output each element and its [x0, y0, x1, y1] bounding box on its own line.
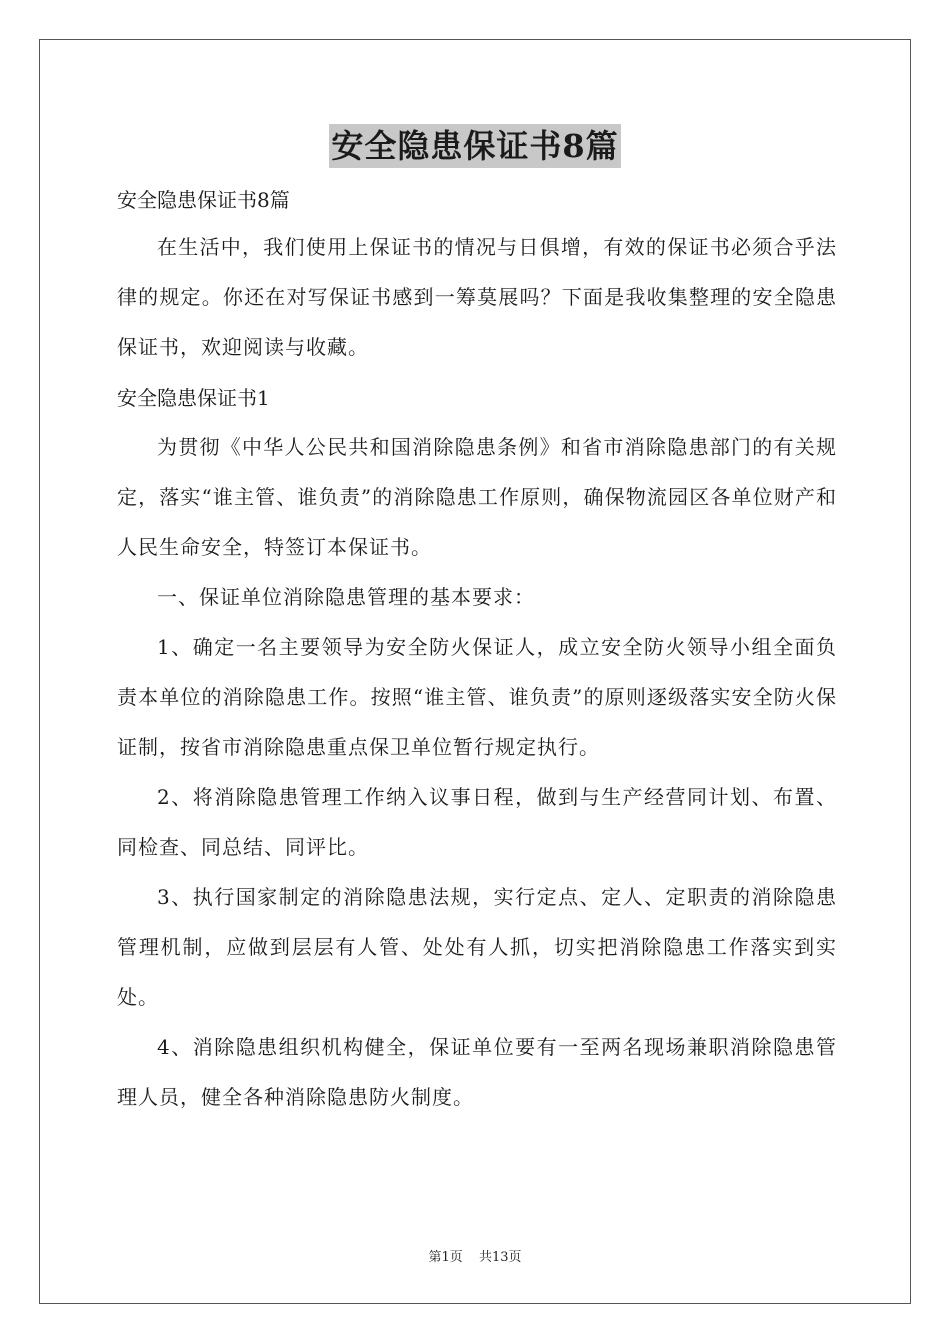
- total-pages: 共13页: [478, 1250, 522, 1265]
- intro-paragraph: 在生活中，我们使用上保证书的情况与日俱增，有效的保证书必须合乎法律的规定。你还在对写保证书感到一筹莫展吗？下面是我收集整理的安全隐患保证书，欢迎阅读与收藏。: [117, 235, 837, 359]
- document-title: 安全隐患保证书8篇: [329, 124, 620, 168]
- document-subtitle: 安全隐患保证书8篇: [117, 188, 290, 212]
- body-paragraph: 1、确定一名主要领导为安全防火保证人，成立安全防火领导小组全面负责本单位的消除隐患工作。按照“谁主管、谁负责”的原则逐级落实安全防火保证制，按省市消除隐患重点保卫单位暂行规定执行。: [117, 635, 837, 759]
- body-paragraph: 一、保证单位消除隐患管理的基本要求：: [157, 585, 535, 609]
- title-container: [0, 124, 950, 168]
- body-paragraph: 为贯彻《中华人公民共和国消除隐患条例》和省市消除隐患部门的有关规定，落实“谁主管、谁负责”的消除隐患工作原则，确保物流园区各单位财产和人民生命安全，特签订本保证书。: [117, 435, 837, 559]
- document-body: [117, 180, 837, 1122]
- body-paragraph: 4、消除隐患组织机构健全，保证单位要有一至两名现场兼职消除隐患管理人员，健全各种消除隐患防火制度。: [117, 1035, 837, 1109]
- body-paragraph: 2、将消除隐患管理工作纳入议事日程，做到与生产经营同计划、布置、同检查、同总结、同评比。: [117, 785, 837, 859]
- page-footer: [0, 1246, 950, 1265]
- page-number: 第1页: [428, 1250, 463, 1265]
- body-paragraph: 3、执行国家制定的消除隐患法规，实行定点、定人、定职责的消除隐患管理机制，应做到层层有人管、处处有人抓，切实把消除隐患工作落实到实处。: [117, 885, 837, 1009]
- section-heading: 安全隐患保证书1: [117, 386, 270, 410]
